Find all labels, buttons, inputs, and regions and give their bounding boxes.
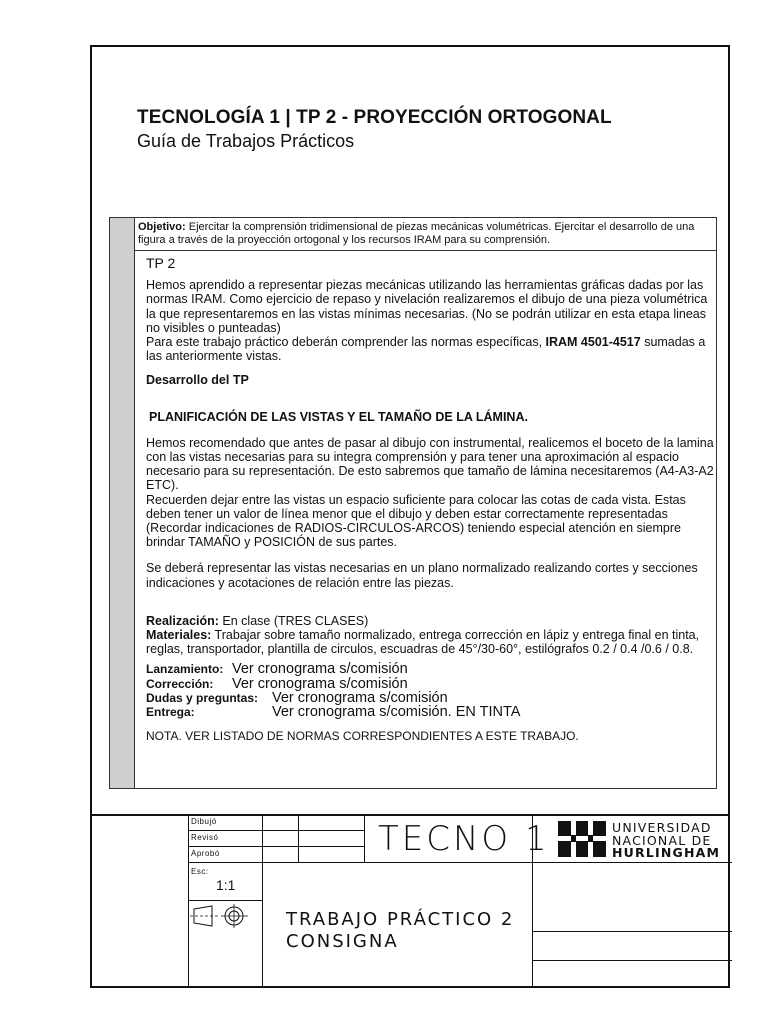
tb-divider	[364, 814, 365, 862]
objective-text: Ejercitar la comprensión tridimensional de piezas mecánicas volumétricas. Ejercitar el desarrollo de una figura a través de la proyección ortogonal y los recursos IRAM para su comprensión.	[138, 221, 695, 246]
tb-row-line	[532, 960, 732, 961]
tb-row-line	[188, 900, 262, 901]
tb-divider	[298, 814, 299, 862]
planning-heading: PLANIFICACIÓN DE LAS VISTAS Y EL TAMAÑO DE LA LÁMINA.	[149, 409, 528, 424]
assignment-body	[146, 254, 714, 743]
margin-strip	[110, 218, 135, 788]
planning-paragraph-2: Recuerden dejar entre las vistas un espacio suficiente para colocar las cotas de cada vista. Estas deben tener un valor de línea menor que el dibujo y deben estar correctamente representadas (Recordar indicaciones de RADIOS-CIRCULOS-ARCOS) teniendo especial atención en siempre brindar TAMAÑO y POSICIÓN de sus partes.	[146, 492, 686, 550]
planning-paragraph-1: Hemos recomendado que antes de pasar al dibujo con instrumental, realicemos el boceto de la lamina con las vistas necesarias para su integra comprensión y para tener una aproximación al espacio necesario para su representación. De esto sabremos que tamaño de lámina necesitaremos (A4-A3-A2 ETC).	[146, 435, 714, 493]
norms-bold: IRAM 4501-4517	[545, 335, 641, 350]
materiales-line	[146, 628, 714, 656]
correccion-row	[146, 677, 714, 691]
university-logo-icon	[558, 821, 606, 857]
entrega-label: Entrega:	[146, 705, 195, 720]
projection-symbol	[190, 904, 252, 933]
nota-line: NOTA. VER LISTADO DE NORMAS CORRESPONDIENTES A ESTE TRABAJO.	[146, 729, 579, 744]
tp-line-2: CONSIGNA	[286, 931, 399, 952]
dudas-row	[146, 691, 714, 705]
correccion-label: Corrección:	[146, 676, 214, 691]
document-header	[137, 107, 612, 152]
course-name: TECNO 1	[378, 819, 550, 859]
tb-divider	[262, 814, 263, 988]
drawing-sheet	[90, 45, 730, 988]
realizacion-text: En clase (TRES CLASES)	[218, 613, 369, 628]
materiales-label: Materiales:	[146, 628, 212, 643]
page-subtitle: Guía de Trabajos Prácticos	[137, 131, 355, 151]
tp-title-block-name	[286, 909, 514, 953]
tb-divider	[188, 814, 189, 988]
tp-line-1: TRABAJO PRÁCTICO 2	[286, 909, 515, 930]
norms-prefix: Para este trabajo práctico deberán comprender las normas específicas,	[146, 335, 546, 350]
norms-suffix: sumadas a las anteriormente vistas.	[146, 335, 706, 364]
lanzamiento-label: Lanzamiento:	[146, 662, 224, 677]
objective-label: Objetivo:	[138, 221, 186, 233]
tb-row-line	[188, 846, 364, 847]
first-angle-projection-icon	[190, 904, 252, 928]
dudas-value: Ver cronograma s/comisión	[272, 689, 448, 706]
tb-row-line	[532, 931, 732, 932]
correccion-value: Ver cronograma s/comisión	[232, 675, 408, 692]
tb-row-line	[188, 830, 364, 831]
dibujo-label: Dibujó	[191, 817, 217, 826]
development-heading: Desarrollo del TP	[146, 373, 249, 388]
scale-label: Esc:	[191, 867, 209, 876]
reviso-label: Revisó	[191, 833, 219, 842]
university-logo	[558, 821, 606, 862]
tb-row-line	[188, 862, 732, 863]
entrega-value: Ver cronograma s/comisión. EN TINTA	[272, 704, 521, 721]
norms-paragraph	[146, 335, 714, 363]
objective-box	[134, 218, 716, 251]
university-line-1: UNIVERSIDAD	[612, 820, 712, 835]
intro-paragraph: Hemos aprendido a representar piezas mecánicas utilizando las herramientas gráficas dadas por las normas IRAM. Como ejercicio de repaso y nivelación realizaremos el dibujo de una pieza volumétrica la que representaremos en las vistas mínimas necesarias. (No se podrán utilizar en esta etapa lineas no visibles o punteadas)	[146, 278, 708, 335]
university-line-2: NACIONAL DE	[612, 832, 712, 848]
aprobo-label: Aprobó	[191, 849, 220, 858]
page-title: TECNOLOGÍA 1 | TP 2 - PROYECCIÓN ORTOGONAL	[137, 107, 612, 128]
materiales-text: Trabajar sobre tamaño normalizado, entrega corrección en lápiz y entrega final en tinta, reglas, transportador, plantilla de circulos, escuadras de 45°/30-60°, estilógrafos 0.2 / 0.4 /0.6 / 0.8.	[146, 628, 700, 657]
university-name	[612, 822, 720, 860]
lanzamiento-value: Ver cronograma s/comisión	[232, 661, 408, 678]
planning-paragraph-3: Se deberá representar las vistas necesarias en un plano normalizado realizando cortes y secciones indicaciones y acotaciones de relación entre las piezas.	[146, 561, 698, 590]
entrega-row	[146, 705, 714, 719]
university-line-3: HURLINGHAM	[612, 845, 721, 860]
dudas-label: Dudas y preguntas:	[146, 690, 259, 705]
realizacion-label: Realización:	[146, 613, 219, 628]
scale-value: 1:1	[216, 877, 236, 893]
realizacion-line	[146, 614, 714, 628]
lanzamiento-row	[146, 662, 714, 676]
assignment-box	[109, 217, 717, 789]
tp-label: TP 2	[146, 255, 176, 271]
